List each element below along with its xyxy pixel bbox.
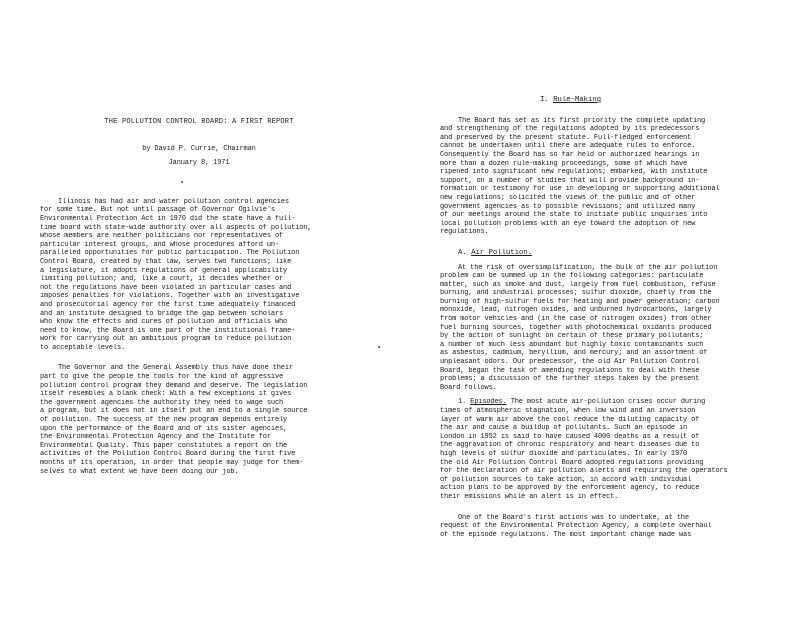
section-heading-air-pollution — [440, 249, 760, 258]
second-paragraph — [40, 364, 358, 476]
text-line: Control Board, created by that law, serves two functions; like — [40, 257, 292, 266]
text-line: upon the performance of the Board and of its sister agencies, — [40, 424, 288, 433]
episodes-paragraph-2 — [440, 514, 760, 540]
text-line: not the regulations have been violated in particular cases and — [40, 283, 292, 292]
text-line: from motor vehicles and (in the case of nitrogen oxides) from other — [440, 315, 712, 324]
text-line: matter, such as smoke and dust, largely from fuel combustion, refuse — [440, 280, 716, 289]
text-line: their emissions while an alert is in effect. — [440, 492, 619, 501]
section-heading-rule-making — [440, 96, 760, 105]
text-line: new regulations; solicited the views of the public and of other — [440, 193, 696, 202]
text-line: pollution control program they demand and deserve. The legislation — [40, 381, 308, 390]
text-line: Consequently the Board has so far held or authorized hearings in — [440, 150, 700, 159]
text-line: The Board has set as its first priority the complete updating — [458, 116, 706, 125]
text-line: burning of high-sulfur fuels for heating and power generation; carbon — [440, 297, 720, 306]
text-line: a program, but it does not in itself put an end to a single source — [40, 407, 308, 416]
scan-speck — [181, 181, 183, 183]
subsection-number: 1. — [458, 398, 467, 407]
text-line: and preserved by the present statute. Full-fledged enforcement — [440, 133, 692, 142]
right-page — [440, 96, 760, 556]
text-line: request of the Environmental Protection Agency, a complete overhaul — [440, 522, 712, 531]
text-line: support, on a number of studies that will provide background in- — [440, 176, 700, 185]
text-line: regulations. — [440, 228, 489, 237]
text-line: Illinois has had air and water pollution control agencies — [58, 197, 289, 206]
text-line: for some time. But not until passage of Governor Ogilvie's — [40, 206, 275, 215]
text-line: imposes penalties for violations. Together with an investigative — [40, 292, 300, 301]
text-line: the aggravation of chronic respiratory and heart diseases due to — [440, 441, 700, 450]
text-line: the old Air Pollution Control Board adopted regulations providing — [440, 458, 704, 467]
text-line: local pollution problems with an eye toward the adoption of new — [440, 219, 696, 228]
text-line: to acceptable levels. — [40, 343, 126, 352]
text-line: Board follows. — [440, 383, 497, 392]
text-line: burning, and industrial processes; sulfur dioxide, chiefly from the — [440, 289, 712, 298]
text-line: itself resembles a blank check: With a few exceptions it gives — [40, 390, 292, 399]
section-number: I. — [540, 96, 549, 104]
section-number: A. — [458, 248, 467, 257]
text-line: of pollution sources to take action, in accord with individual — [440, 475, 692, 484]
section-title: Air Pollution. — [471, 248, 532, 257]
text-line: problems; a discussion of the further steps taken by the present — [440, 375, 700, 384]
text-line: action plans to be approved by the enforcement agency, to reduce — [440, 484, 700, 493]
text-line: the government agencies the authority they need to wage such — [40, 398, 284, 407]
text-line: a legislature, it adopts regulations of general applicability — [40, 266, 288, 275]
text-line — [440, 398, 760, 407]
section-title: Rule-Making — [553, 96, 601, 104]
date-line: January 8, 1971 — [168, 159, 230, 168]
subsection-title: Episodes. — [470, 398, 507, 407]
text-line: as asbestos, cadmium, beryllium, and mercury; and an assortment of — [440, 349, 708, 358]
text-line: more than a dozen rule-making proceedings, some of which have — [440, 159, 688, 168]
text-line: limiting pollution; and, like a court, it decides whether or — [40, 275, 284, 284]
text-line: and an institute designed to bridge the gap between scholars — [40, 309, 284, 318]
subsection-first-text: The most acute air-pollution crises occur during — [510, 398, 706, 407]
text-line: The Governor and the General Assembly thus have done their — [58, 364, 293, 373]
text-line: Environmental Quality. This paper constitutes a report on the — [40, 441, 288, 450]
text-line: activities of the Pollution Control Board during the first five — [40, 450, 296, 459]
episodes-paragraph — [440, 398, 760, 501]
text-line: the air and cause a buildup of pollutants. Such an episode in — [440, 424, 688, 433]
text-line: London in 1952 is said to have caused 4000 deaths as a result of — [440, 432, 700, 441]
author-line: by David P. Currie, Chairman — [142, 144, 256, 153]
text-line: formation or testimony for use in developing or supporting additional — [440, 185, 720, 194]
text-line: of pollution. The success of the new program depends entirely — [40, 416, 288, 425]
text-line: months of its operation, in order that people may judge for them- — [40, 459, 304, 467]
text-line: particular interest groups, and whose procedures afford un- — [40, 240, 279, 249]
text-line: and strengthening of the regulations adopted by its predecessors — [440, 125, 700, 134]
text-line: work for carrying out an ambitious program to reduce pollution — [40, 335, 292, 344]
text-line: the Environmental Protection Agency and the Institute for — [40, 433, 271, 442]
report-title: THE POLLUTION CONTROL BOARD: A FIRST REPORT — [104, 118, 294, 126]
text-line: Environmental Protection Act in 1970 did the state have a full- — [40, 214, 296, 223]
text-line: and prosecutorial agency for the first time adequately financed — [40, 300, 296, 309]
text-line: need to know, the Board is one part of the institutional frame- — [40, 326, 296, 335]
text-line: who know the effects and cures of pollution and officials who — [40, 318, 288, 327]
text-line: Board, began the task of amending regulations to deal with these — [440, 366, 700, 375]
text-line: One of the Board's first actions was to undertake, at the — [458, 513, 689, 522]
text-line: At the risk of oversimplification, the bulk of the air pollution — [458, 263, 718, 272]
text-line: government agencies as to possible revisions; and utilized many — [440, 202, 696, 211]
text-line: ripened into significant new regulations; embarked, with institute — [440, 168, 708, 177]
air-pollution-paragraph — [440, 264, 760, 393]
text-line: of the episode regulations. The most important change made was — [440, 530, 692, 539]
rule-making-paragraph — [440, 117, 760, 237]
scan-speck — [378, 346, 380, 348]
text-line: of our meetings around the state to initiate public inquiries into — [440, 211, 708, 220]
text-line: selves to what extent we have been doing our job. — [40, 467, 239, 476]
text-line: unpleasant odors. Our predecessor, the old Air Pollution Control — [440, 358, 700, 367]
text-line: cannot be undertaken until there are adequate rules to enforce. — [440, 142, 696, 151]
text-line: for the declaration of air pollution alerts and requiring the operators — [440, 467, 728, 476]
text-line: whose members are neither politicians nor representatives of — [40, 232, 284, 241]
text-line: part to give the people the tools for the kind of aggressive — [40, 373, 284, 382]
text-line: paralleled opportunities for public participation. The Pollution — [40, 249, 300, 258]
text-line: times of atmospheric stagnation, when low wind and an inversion — [440, 407, 696, 415]
text-line: monoxide, lead, nitrogen oxides, and unburned hydrocarbons, largely — [440, 306, 712, 315]
text-line: fuel burning sources, together with photochemical oxidants produced — [440, 323, 712, 332]
text-line: problem can be summed up in the following categories: particulate — [440, 272, 704, 281]
text-line: a number of much less abundant but highly toxic contaminants such — [440, 340, 704, 349]
left-page — [40, 118, 358, 588]
text-line: time board with state-wide authority over all aspects of pollution, — [40, 223, 312, 232]
text-line: layer of warm air above the cool reduce the diluting capacity of — [440, 415, 700, 424]
text-line: high levels of sulfur dioxide and particulates. In early 1970 — [440, 449, 688, 458]
text-line: by the action of sunlight on certain of these primary pollutants; — [440, 332, 704, 341]
intro-paragraph — [40, 198, 358, 353]
